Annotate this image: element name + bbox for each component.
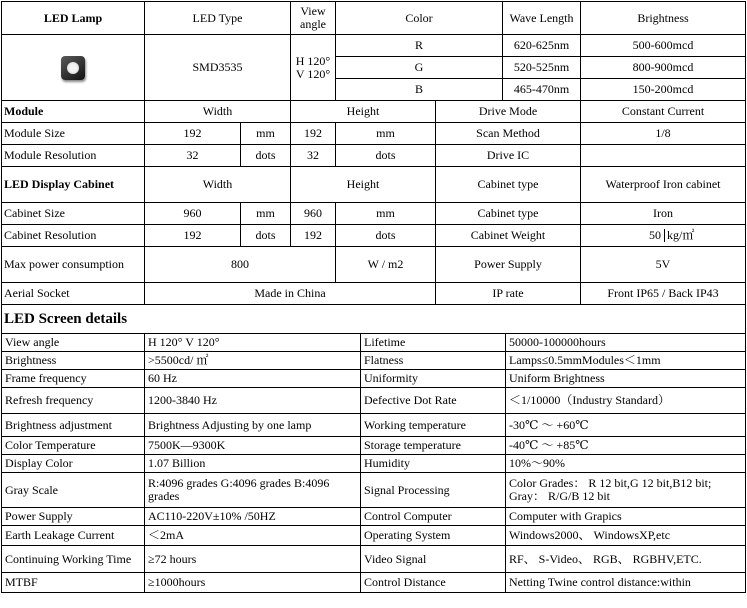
module-res-h-unit: dots: [336, 145, 436, 167]
detail-label: Video Signal: [361, 546, 506, 573]
detail-value: ＜1/10000（Industry Standard）: [506, 388, 746, 414]
detail-label: Humidity: [361, 455, 506, 473]
wave-length-header: Wave Length: [503, 2, 581, 35]
color-r: R: [336, 35, 503, 57]
drive-mode-value: Constant Current: [581, 101, 746, 123]
view-angle-h: H 120°: [295, 53, 331, 68]
wave-r: 620-625nm: [503, 35, 581, 57]
cabinet-size-w: 960: [145, 203, 241, 225]
detail-value: 1200-3840 Hz: [145, 388, 361, 414]
cabinet-type-desc: Waterproof Iron cabinet: [581, 167, 746, 203]
detail-value: 1.07 Billion: [145, 455, 361, 473]
detail-value: H 120° V 120°: [145, 334, 361, 352]
detail-value: ≥1000hours: [145, 573, 361, 593]
scan-method-label: Scan Method: [436, 123, 581, 145]
aerial-socket-label: Aerial Socket: [2, 283, 145, 305]
cabinet-width-header: Width: [145, 167, 291, 203]
aerial-socket-value: Made in China: [145, 283, 436, 305]
detail-label: Continuing Working Time: [2, 546, 145, 573]
cabinet-res-w: 192: [145, 225, 241, 247]
cabinet-size-h: 960: [291, 203, 336, 225]
detail-label: Storage temperature: [361, 437, 506, 455]
cabinet-weight-number: 50: [589, 229, 665, 242]
detail-label: Signal Processing: [361, 473, 506, 508]
detail-label: Operating System: [361, 526, 506, 546]
spec-table: [1, 1, 746, 305]
detail-value: -30℃ ～ +60℃: [506, 414, 746, 437]
detail-label: Frame frequency: [2, 370, 145, 388]
details-row: [2, 526, 746, 546]
module-size-h: 192: [291, 123, 336, 145]
detail-value: Uniform Brightness: [506, 370, 746, 388]
cabinet-res-h-unit: dots: [336, 225, 436, 247]
view-angle-value: [291, 35, 336, 101]
module-size-w-unit: mm: [241, 123, 291, 145]
detail-value: Brightness Adjusting by one lamp: [145, 414, 361, 437]
detail-label: Lifetime: [361, 334, 506, 352]
details-rows: [2, 334, 746, 593]
detail-label: Brightness adjustment: [2, 414, 145, 437]
detail-value: Netting Twine control distance:within: [506, 573, 746, 593]
detail-label: MTBF: [2, 573, 145, 593]
power-supply-label: Power Supply: [436, 247, 581, 283]
module-res-h: 32: [291, 145, 336, 167]
led-lamp-header: LED Lamp: [2, 2, 145, 35]
module-header: Module: [2, 101, 145, 123]
detail-label: Defective Dot Rate: [361, 388, 506, 414]
detail-label: Working temperature: [361, 414, 506, 437]
detail-value: Color Grades： R 12 bit,G 12 bit,B12 bit; Gray： R/G/B 12 bit: [506, 473, 746, 508]
details-title: LED Screen details: [2, 305, 746, 334]
module-height-header: Height: [291, 101, 436, 123]
detail-label: Uniformity: [361, 370, 506, 388]
detail-value: ＜2mA: [145, 526, 361, 546]
detail-value: ≥72 hours: [145, 546, 361, 573]
drive-ic-label: Drive IC: [436, 145, 581, 167]
detail-value: 60 Hz: [145, 370, 361, 388]
detail-value: 10%～90%: [506, 455, 746, 473]
cabinet-weight-unit: kg/㎡: [667, 228, 695, 242]
details-table: [1, 304, 746, 593]
power-supply-value: 5V: [581, 247, 746, 283]
detail-label: Power Supply: [2, 508, 145, 526]
cabinet-res-h: 192: [291, 225, 336, 247]
color-header: Color: [336, 2, 503, 35]
module-res-w-unit: dots: [241, 145, 291, 167]
cabinet-header: LED Display Cabinet: [2, 167, 145, 203]
brightness-g: 800-900mcd: [581, 57, 746, 79]
details-row: [2, 508, 746, 526]
detail-value: >5500cd/ ㎡: [145, 352, 361, 370]
module-resolution-label: Module Resolution: [2, 145, 145, 167]
detail-value: RF、 S-Video、 RGB、 RGBHV,ETC.: [506, 546, 746, 573]
detail-value: AC110-220V±10% /50HZ: [145, 508, 361, 526]
cabinet-height-header: Height: [291, 167, 436, 203]
detail-label: Display Color: [2, 455, 145, 473]
details-row: [2, 573, 746, 593]
led-type-header: LED Type: [145, 2, 291, 35]
drive-mode-header: Drive Mode: [436, 101, 581, 123]
brightness-header: Brightness: [581, 2, 746, 35]
module-width-header: Width: [145, 101, 291, 123]
detail-label: View angle: [2, 334, 145, 352]
view-angle-v: V 120°: [295, 66, 331, 81]
wave-g: 520-525nm: [503, 57, 581, 79]
detail-value: R:4096 grades G:4096 grades B:4096 grades: [145, 473, 361, 508]
details-row: [2, 370, 746, 388]
cabinet-resolution-label: Cabinet Resolution: [2, 225, 145, 247]
details-row: [2, 473, 746, 508]
detail-value: Lamps≤0.5mmModules＜1mm: [506, 352, 746, 370]
color-g: G: [336, 57, 503, 79]
detail-value: 50000-100000hours: [506, 334, 746, 352]
details-row: [2, 546, 746, 573]
detail-value: Windows2000、 WindowsXP,etc: [506, 526, 746, 546]
scan-method-value: 1/8: [581, 123, 746, 145]
cabinet-size-label: Cabinet Size: [2, 203, 145, 225]
cabinet-type-label: Cabinet type: [436, 203, 581, 225]
detail-label: Gray Scale: [2, 473, 145, 508]
max-power-unit: W / m2: [336, 247, 436, 283]
wave-b: 465-470nm: [503, 79, 581, 101]
cabinet-res-w-unit: dots: [241, 225, 291, 247]
details-row: [2, 455, 746, 473]
view-angle-header: View angle: [291, 2, 336, 35]
cabinet-type-header: Cabinet type: [436, 167, 581, 203]
cabinet-size-h-unit: mm: [336, 203, 436, 225]
detail-label: Brightness: [2, 352, 145, 370]
detail-value: -40℃ ～ +85℃: [506, 437, 746, 455]
cabinet-size-w-unit: mm: [241, 203, 291, 225]
details-row: [2, 334, 746, 352]
color-b: B: [336, 79, 503, 101]
detail-label: Flatness: [361, 352, 506, 370]
details-row: [2, 414, 746, 437]
module-res-w: 32: [145, 145, 241, 167]
ip-rate-value: Front IP65 / Back IP43: [581, 283, 746, 305]
module-size-w: 192: [145, 123, 241, 145]
module-size-label: Module Size: [2, 123, 145, 145]
details-row: [2, 352, 746, 370]
detail-label: Color Temperature: [2, 437, 145, 455]
led-lamp-image-cell: [2, 35, 145, 101]
ip-rate-label: IP rate: [436, 283, 581, 305]
details-row: [2, 388, 746, 414]
brightness-r: 500-600mcd: [581, 35, 746, 57]
cabinet-type-value: Iron: [581, 203, 746, 225]
module-size-h-unit: mm: [336, 123, 436, 145]
drive-ic-value: [581, 145, 746, 167]
detail-value: 7500K—9300K: [145, 437, 361, 455]
max-power-label: Max power consumption: [2, 247, 145, 283]
brightness-b: 150-200mcd: [581, 79, 746, 101]
led-chip-icon: [61, 56, 85, 80]
detail-label: Control Computer: [361, 508, 506, 526]
detail-value: Computer with Grapics: [506, 508, 746, 526]
cabinet-weight-value: [581, 225, 746, 247]
detail-label: Control Distance: [361, 573, 506, 593]
details-row: [2, 437, 746, 455]
detail-label: Earth Leakage Current: [2, 526, 145, 546]
max-power-value: 800: [145, 247, 336, 283]
detail-label: Refresh frequency: [2, 388, 145, 414]
led-type-value: SMD3535: [145, 35, 291, 101]
cabinet-weight-label: Cabinet Weight: [436, 225, 581, 247]
